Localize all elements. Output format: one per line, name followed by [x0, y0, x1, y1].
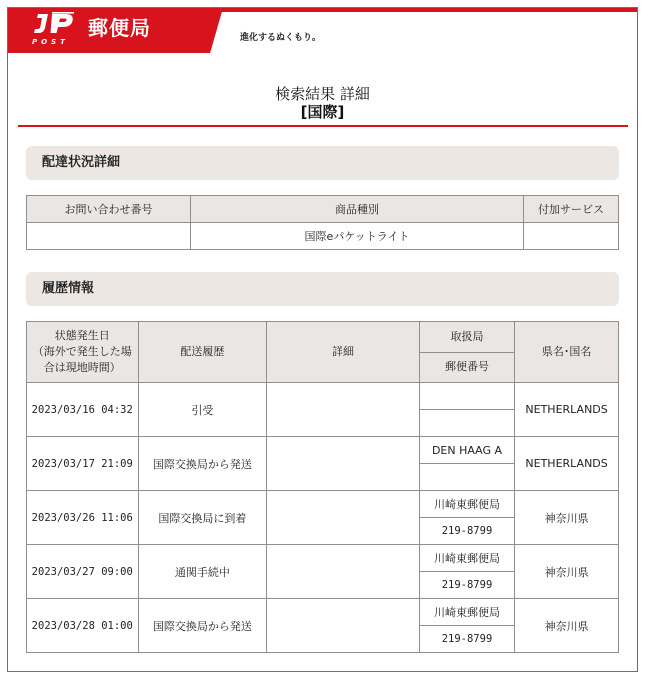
history-postal: [419, 410, 514, 437]
history-region: 神奈川県: [515, 599, 619, 653]
history-detail: [267, 491, 420, 545]
title-divider: [18, 125, 628, 127]
history-region: 神奈川県: [515, 545, 619, 599]
history-detail: [267, 545, 420, 599]
history-office: [419, 383, 514, 410]
date-header-line1: 状態発生日: [54, 329, 110, 342]
brand-name[interactable]: 郵便局: [88, 16, 151, 40]
history-table: [26, 321, 619, 653]
col-header-postal: 郵便番号: [419, 352, 514, 383]
delivery-status-table: [26, 195, 619, 250]
col-header-product: 商品種別: [191, 196, 524, 223]
history-heading: 履歴情報: [26, 272, 619, 306]
history-office: 川崎東郵便局: [419, 599, 514, 626]
history-date: 2023/03/28 01:00: [27, 599, 139, 653]
history-postal: 219-8799: [419, 518, 514, 545]
history-office: 川崎東郵便局: [419, 491, 514, 518]
col-header-detail: 詳細: [267, 322, 420, 383]
col-header-region: 県名･国名: [515, 322, 619, 383]
history-status: 国際交換局から発送: [138, 437, 267, 491]
page-frame: [7, 7, 638, 672]
history-detail: [267, 437, 420, 491]
history-postal: 219-8799: [419, 572, 514, 599]
history-postal: 219-8799: [419, 626, 514, 653]
date-header-line2: （海外で発生した場: [32, 345, 132, 358]
history-status: 国際交換局に到着: [138, 491, 267, 545]
history-detail: [267, 599, 420, 653]
page-title: 検索結果 詳細: [275, 85, 370, 103]
tagline: 進化するぬくもり。: [240, 33, 322, 43]
history-status: 通関手続中: [138, 545, 267, 599]
history-status: 国際交換局から発送: [138, 599, 267, 653]
page-subtitle: [国際]: [300, 103, 345, 121]
product-type-cell: 国際eパケットライト: [191, 223, 524, 250]
date-header-line3: 合は現地時間）: [43, 361, 121, 374]
history-postal: [419, 464, 514, 491]
extra-service-cell: [524, 223, 619, 250]
delivery-status-heading: 配達状況詳細: [26, 146, 619, 180]
col-header-date: [27, 322, 139, 383]
history-office: 川崎東郵便局: [419, 545, 514, 572]
history-region: NETHERLANDS: [515, 383, 619, 437]
col-header-office: 取扱局: [419, 322, 514, 353]
tracking-number-cell: [27, 223, 191, 250]
history-date: 2023/03/17 21:09: [27, 437, 139, 491]
history-region: 神奈川県: [515, 491, 619, 545]
history-detail: [267, 383, 420, 437]
site-header: [8, 8, 637, 53]
history-date: 2023/03/26 11:06: [27, 491, 139, 545]
history-status: 引受: [138, 383, 267, 437]
history-date: 2023/03/16 04:32: [27, 383, 139, 437]
col-header-tracking: お問い合わせ番号: [27, 196, 191, 223]
history-date: 2023/03/27 09:00: [27, 545, 139, 599]
jp-post-logo-icon[interactable]: [32, 12, 80, 36]
col-header-status: 配送履歴: [138, 322, 267, 383]
col-header-service: 付加サービス: [524, 196, 619, 223]
history-office: DEN HAAG A: [419, 437, 514, 464]
history-region: NETHERLANDS: [515, 437, 619, 491]
logo-post-text: POST: [32, 38, 69, 46]
